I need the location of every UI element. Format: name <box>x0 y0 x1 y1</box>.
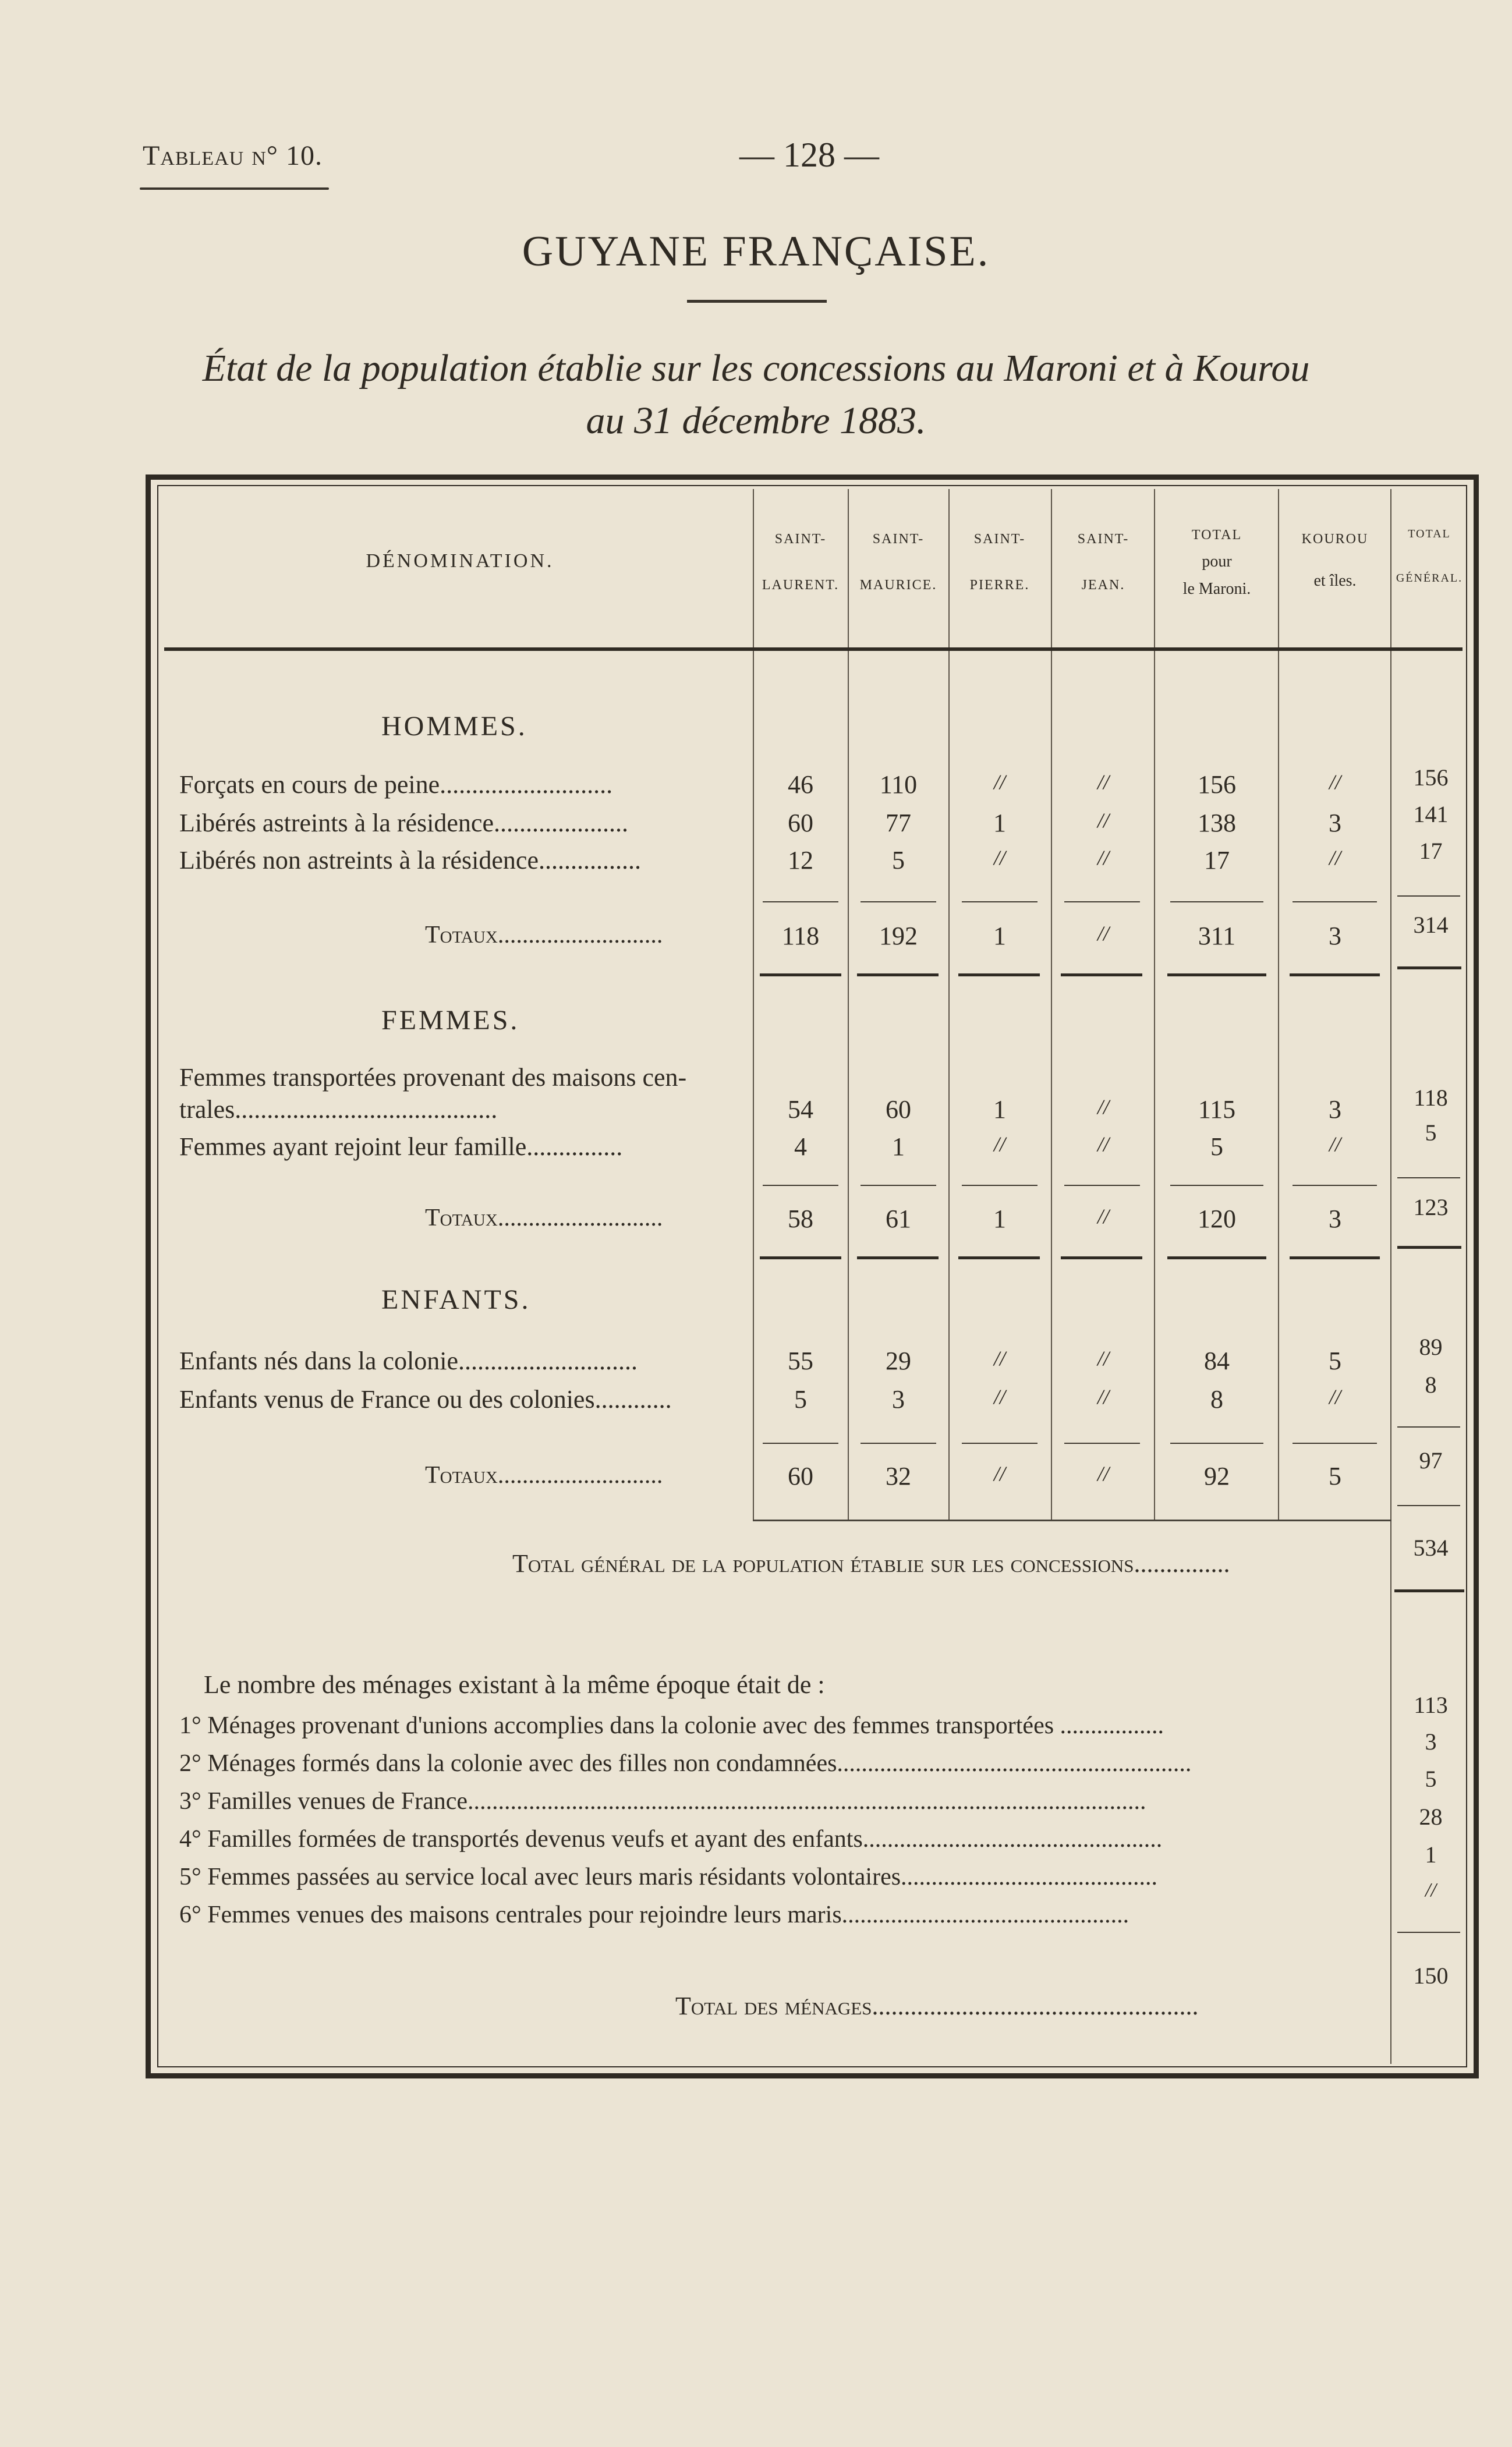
sum-rule <box>1397 1177 1460 1178</box>
menage-item-value: 3 <box>1425 1729 1437 1755</box>
sum-rule <box>861 1185 936 1186</box>
col-head-line: pour <box>1202 552 1232 571</box>
cell-value: 5 <box>1329 1347 1341 1375</box>
section-rule <box>1167 1256 1266 1259</box>
cell-value: 29 <box>886 1347 911 1375</box>
sum-rule <box>1397 1932 1460 1933</box>
cell-value: 115 <box>1198 1095 1236 1124</box>
section-title-femmes: FEMMES. <box>381 1005 520 1036</box>
sum-rule <box>861 1443 936 1444</box>
cell-value: 46 <box>788 770 813 799</box>
cell-total-general: 17 <box>1419 838 1443 864</box>
cell-total-general: 89 <box>1419 1334 1443 1360</box>
cell-total: 60 <box>788 1462 813 1490</box>
cell-total: 61 <box>886 1205 911 1233</box>
cell-total: 32 <box>886 1462 911 1490</box>
page-number: — 128 — <box>739 136 879 174</box>
cell-total-general: 123 <box>1413 1194 1449 1220</box>
sum-rule <box>861 901 936 902</box>
cell-value: // <box>1329 1385 1341 1408</box>
col-head-line: MAURICE. <box>859 577 937 593</box>
cell-value: 17 <box>1204 846 1230 874</box>
menages-total-label: Total des ménages................................................... <box>675 1992 1199 2020</box>
cell-value: // <box>1097 1095 1109 1118</box>
col-divider <box>1051 489 1052 1521</box>
sum-rule <box>763 901 838 902</box>
menage-item-label: 4° Familles formées de transportés devenus veufs et ayant des enfants................................................. <box>179 1826 1163 1853</box>
section-rule <box>1290 973 1380 976</box>
col-head-total-maroni <box>1156 527 1278 599</box>
section-title-enfants: ENFANTS. <box>381 1284 531 1315</box>
cell-value: 84 <box>1204 1347 1230 1375</box>
cell-total: 3 <box>1329 922 1341 950</box>
cell-total: 58 <box>788 1205 813 1233</box>
col-head-line: TOTAL <box>1191 527 1242 543</box>
menage-item-value: // <box>1425 1879 1436 1901</box>
menages-intro: Le nombre des ménages existant à la même époque était de : <box>204 1670 825 1699</box>
header-rule <box>164 647 1463 651</box>
sum-rule <box>1293 1185 1377 1186</box>
col-head-line: SAINT- <box>774 532 827 547</box>
cell-value: // <box>1097 809 1109 832</box>
cell-value: // <box>1097 770 1109 794</box>
section-rule <box>1061 973 1142 976</box>
section-rule <box>857 1256 939 1259</box>
sum-rule <box>1397 895 1460 897</box>
section-rule <box>1061 1256 1142 1259</box>
menage-item-label: 5° Femmes passées au service local avec leurs maris résidants volontaires.......................................... <box>179 1864 1158 1890</box>
cell-value: // <box>993 1385 1005 1408</box>
cell-total: 1 <box>993 922 1006 950</box>
table-label-underline <box>140 187 329 190</box>
cell-total-general: 314 <box>1413 912 1449 938</box>
cell-value: // <box>993 846 1005 869</box>
cell-value: 77 <box>886 809 911 837</box>
row-label: Femmes ayant rejoint leur famille............... <box>179 1132 623 1161</box>
cell-total: 1 <box>993 1205 1006 1233</box>
cell-total: 5 <box>1329 1462 1341 1490</box>
totaux-label: Totaux........................... <box>425 1462 663 1489</box>
section-rule <box>1397 1246 1461 1249</box>
grand-total-rule <box>1394 1589 1464 1592</box>
cell-total: 92 <box>1204 1462 1230 1490</box>
section-rule <box>760 973 841 976</box>
sum-rule <box>962 1185 1037 1186</box>
cell-value: 55 <box>788 1347 813 1375</box>
sum-rule <box>1170 901 1263 902</box>
cell-value: // <box>993 1132 1005 1156</box>
sum-rule <box>1064 1185 1140 1186</box>
menage-item-label: 6° Femmes venues des maisons centrales pour rejoindre leurs maris............................................... <box>179 1901 1129 1928</box>
col-head-saint-laurent <box>754 531 847 594</box>
row-label: Femmes transportées provenant des maisons cen- <box>179 1063 687 1092</box>
sum-rule <box>1293 1443 1377 1444</box>
cell-value: // <box>1329 1132 1341 1156</box>
cell-value: // <box>1097 846 1109 869</box>
col-head-saint-pierre <box>950 531 1049 594</box>
sum-rule <box>1064 901 1140 902</box>
cell-total-general: 156 <box>1413 764 1449 791</box>
cell-value: 1 <box>993 809 1006 837</box>
subtitle-line-1: État de la population établie sur les concessions au Maroni et à Kourou <box>202 347 1310 389</box>
cell-total: // <box>1097 1205 1109 1228</box>
col-divider <box>948 489 950 1521</box>
col-head-line: KOUROU <box>1301 532 1369 547</box>
col-head-line: SAINT- <box>973 532 1026 547</box>
col-head-line: et îles. <box>1313 571 1357 590</box>
cell-value: 156 <box>1198 770 1236 799</box>
cell-value: 5 <box>794 1385 807 1414</box>
cell-total-general: 97 <box>1419 1447 1443 1474</box>
section-rule <box>1290 1256 1380 1259</box>
menage-item-value: 113 <box>1414 1692 1448 1718</box>
cell-value: // <box>993 770 1005 794</box>
sum-rule <box>1293 901 1377 902</box>
col-divider <box>1390 489 1391 2064</box>
cell-total-general: 8 <box>1425 1372 1437 1398</box>
sum-rule <box>1397 1505 1460 1506</box>
section-rule <box>857 973 939 976</box>
section-rule <box>1167 973 1266 976</box>
row-label-continued: trales......................................... <box>179 1095 498 1124</box>
cell-total: 120 <box>1198 1205 1236 1233</box>
section-title-hommes: HOMMES. <box>381 711 527 742</box>
row-label: Forçats en cours de peine........................... <box>179 770 613 799</box>
col-head-line: SAINT- <box>1077 532 1129 547</box>
denomination-header: DÉNOMINATION. <box>366 550 554 572</box>
col-head-line: PIERRE. <box>969 577 1030 593</box>
document-title: GUYANE FRANÇAISE. <box>522 228 990 275</box>
menage-item-label: 2° Ménages formés dans la colonie avec des filles non condamnées.......................................................... <box>179 1750 1192 1777</box>
cell-value: 12 <box>788 846 813 874</box>
column-block-bottom <box>753 1520 1391 1521</box>
cell-total-general: 141 <box>1413 801 1449 827</box>
sum-rule <box>962 1443 1037 1444</box>
cell-total: // <box>1097 1462 1109 1485</box>
row-label: Libérés astreints à la résidence..................... <box>179 809 628 837</box>
sum-rule <box>1397 1426 1460 1428</box>
col-head-line: GÉNÉRAL. <box>1396 572 1463 585</box>
col-head-line: le Maroni. <box>1182 580 1251 599</box>
cell-value: 60 <box>788 809 813 837</box>
table-number-label: Tableau n° 10. <box>143 140 323 171</box>
cell-total: // <box>993 1462 1005 1485</box>
menage-item-label: 3° Familles venues de France............................................................................................................... <box>179 1788 1146 1815</box>
cell-value: // <box>1097 1385 1109 1408</box>
row-label: Enfants venus de France ou des colonies............ <box>179 1385 672 1414</box>
cell-value: 5 <box>892 846 905 874</box>
col-head-line: LAURENT. <box>762 577 840 593</box>
cell-value: 4 <box>794 1132 807 1161</box>
cell-total: 311 <box>1198 922 1236 950</box>
cell-total: // <box>1097 922 1109 945</box>
cell-value: 60 <box>886 1095 911 1124</box>
row-label: Enfants nés dans la colonie............................ <box>179 1347 638 1375</box>
section-rule <box>760 1256 841 1259</box>
sum-rule <box>1064 1443 1140 1444</box>
menage-item-value: 1 <box>1425 1842 1437 1868</box>
cell-value: 3 <box>1329 809 1341 837</box>
cell-value: 54 <box>788 1095 813 1124</box>
cell-value: 1 <box>892 1132 905 1161</box>
cell-value: // <box>993 1347 1005 1370</box>
cell-total-general: 118 <box>1414 1085 1448 1111</box>
cell-value: // <box>1329 770 1341 794</box>
menage-item-value: 28 <box>1419 1804 1443 1830</box>
cell-total: 3 <box>1329 1205 1341 1233</box>
sum-rule <box>763 1443 838 1444</box>
menages-total-value: 150 <box>1413 1963 1449 1989</box>
col-divider <box>1278 489 1279 1521</box>
col-head-line: SAINT- <box>872 532 925 547</box>
cell-value: 3 <box>892 1385 905 1414</box>
cell-value: // <box>1329 846 1341 869</box>
col-head-line: JEAN. <box>1081 577 1125 593</box>
col-divider <box>1154 489 1155 1521</box>
cell-value: 5 <box>1210 1132 1223 1161</box>
cell-total: 118 <box>781 922 820 950</box>
sum-rule <box>1170 1443 1263 1444</box>
title-rule <box>687 300 827 303</box>
sum-rule <box>1170 1185 1263 1186</box>
cell-total-general: 5 <box>1425 1120 1437 1146</box>
sum-rule <box>763 1185 838 1186</box>
cell-value: 138 <box>1198 809 1236 837</box>
section-rule <box>958 1256 1040 1259</box>
col-head-total-general <box>1391 527 1467 585</box>
cell-value: 3 <box>1329 1095 1341 1124</box>
sum-rule <box>962 901 1037 902</box>
col-head-line: TOTAL <box>1408 527 1451 540</box>
grand-total-value: 534 <box>1413 1535 1449 1561</box>
menage-item-label: 1° Ménages provenant d'unions accomplies dans la colonie avec des femmes transportées ................. <box>179 1712 1164 1739</box>
grand-total-label: Total général de la population établie sur les concessions............... <box>512 1549 1230 1578</box>
cell-value: // <box>1097 1347 1109 1370</box>
row-label: Libérés non astreints à la résidence................ <box>179 846 641 874</box>
totaux-label: Totaux........................... <box>425 922 663 948</box>
menage-item-value: 5 <box>1425 1766 1437 1792</box>
cell-value: 110 <box>879 770 918 799</box>
col-head-kourou <box>1280 531 1390 590</box>
cell-value: // <box>1097 1132 1109 1156</box>
totaux-label: Totaux........................... <box>425 1205 663 1231</box>
col-head-saint-jean <box>1054 531 1153 594</box>
cell-value: 1 <box>993 1095 1006 1124</box>
section-rule <box>958 973 1040 976</box>
section-rule <box>1397 966 1461 969</box>
cell-total: 192 <box>879 922 918 950</box>
subtitle-line-2: au 31 décembre 1883. <box>586 399 926 442</box>
cell-value: 8 <box>1210 1385 1223 1414</box>
col-head-saint-maurice <box>849 531 948 594</box>
